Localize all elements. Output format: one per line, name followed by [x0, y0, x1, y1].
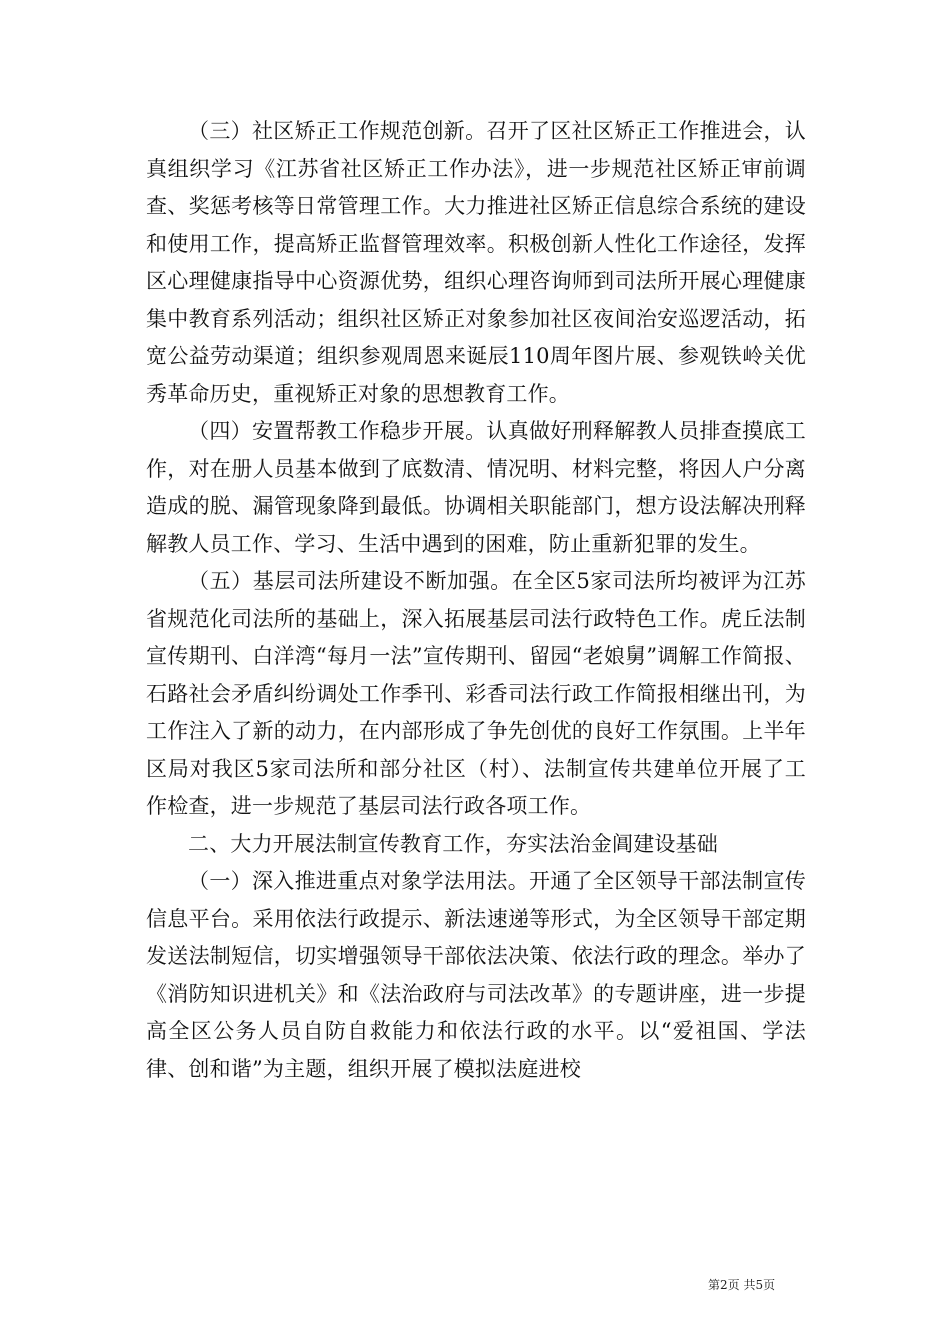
document-body	[146, 113, 806, 1088]
paragraph-community-correction: （三）社区矫正工作规范创新。召开了区社区矫正工作推进会，认真组织学习《江苏省社区矫正工作办法》，进一步规范社区矫正审前调查、奖惩考核等日常管理工作。大力推进社区矫正信息综合系统的建设和使用工作，提高矫正监督管理效率。积极创新人性化工作途径，发挥区心理健康指导中心资源优势，组织心理咨询师到司法所开展心理健康集中教育系列活动；组织社区矫正对象参加社区夜间治安巡逻活动，拓宽公益劳动渠道；组织参观周恩来诞辰110周年图片展、参观铁岭关优秀革命历史，重视矫正对象的思想教育工作。	[146, 119, 806, 406]
section-heading-legal-publicity: 二、大力开展法制宣传教育工作，夯实法治金阊建设基础	[188, 831, 718, 856]
paragraph-key-targets-law-study: （一）深入推进重点对象学法用法。开通了全区领导干部法制宣传信息平台。采用依法行政提示、新法速递等形式，为全区领导干部定期发送法制短信，切实增强领导干部依法决策、依法行政的理念。举办了《消防知识进机关》和《法治政府与司法改革》的专题讲座，进一步提高全区公务人员自防自救能力和依法行政的水平。以“爱祖国、学法律、创和谐”为主题，组织开展了模拟法庭进校	[146, 869, 806, 1081]
page-number-footer: 第2页 共5页	[708, 1278, 776, 1292]
paragraph-resettlement-assistance: （四）安置帮教工作稳步开展。认真做好刑释解教人员排查摸底工作，对在册人员基本做到了底数清、情况明、材料完整，将因人户分离造成的脱、漏管现象降到最低。协调相关职能部门，想方设法解决刑释解教人员工作、学习、生活中遇到的困难，防止重新犯罪的发生。	[146, 419, 806, 556]
paragraph-grassroots-judicial-office: （五）基层司法所建设不断加强。在全区5家司法所均被评为江苏省规范化司法所的基础上，深入拓展基层司法行政特色工作。虎丘法制宣传期刊、白洋湾“每月一法”宣传期刊、留园“老娘舅”调解工作简报、石路社会矛盾纠纷调处工作季刊、彩香司法行政工作简报相继出刊，为工作注入了新的动力，在内部形成了争先创优的良好工作氛围。上半年区局对我区5家司法所和部分社区（村）、法制宣传共建单位开展了工作检查，进一步规范了基层司法行政各项工作。	[146, 569, 806, 818]
